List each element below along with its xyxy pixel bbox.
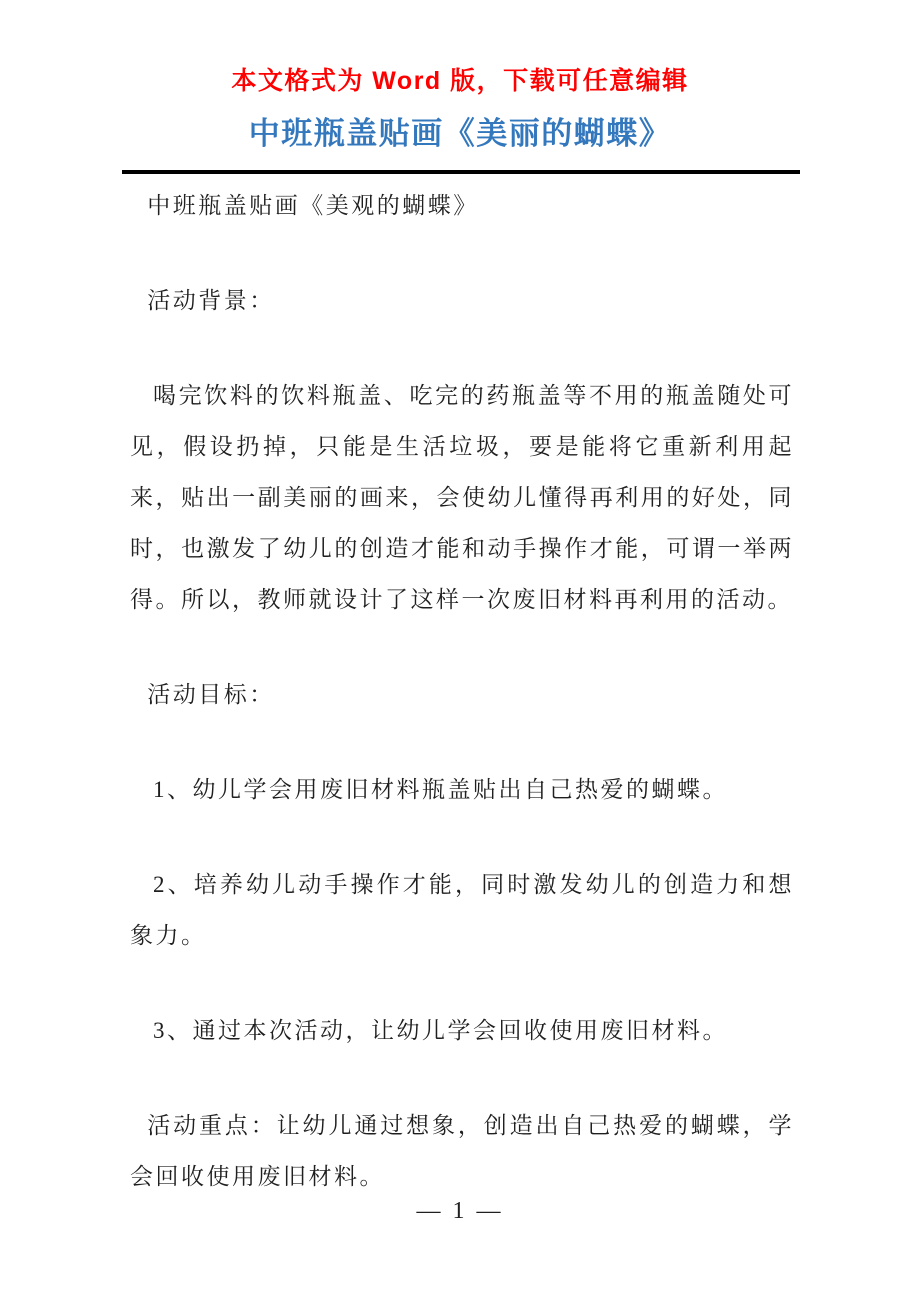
paragraph-key-point: 活动重点：让幼儿通过想象，创造出自己热爱的蝴蝶，学会回收使用废旧材料。 [130,1113,794,1189]
section-heading-background: 活动背景： [147,288,275,313]
title-divider [122,170,800,174]
section-heading-goals: 活动目标： [147,682,275,707]
page-title: 中班瓶盖贴画《美丽的蝴蝶》 [248,116,672,151]
list-item-goal-2: 2、培养幼儿动手操作才能，同时激发幼儿的创造力和想象力。 [130,872,794,948]
document-body [130,180,794,1202]
paragraph-background-text: 喝完饮料的饮料瓶盖、吃完的药瓶盖等不用的瓶盖随处可见，假设扔掉，只能是生活垃圾，要是能将它重新利用起来，贴出一副美丽的画来，会使幼儿懂得再利用的好处，同时，也激发了幼儿的创造才能和动手操作才能，可谓一举两得。所以，教师就设计了这样一次废旧材料再利用的活动。 [130,383,794,612]
format-notice: 本文格式为 Word 版，下载可任意编辑 [231,67,689,95]
list-item-goal-1: 1、幼儿学会用废旧材料瓶盖贴出自己热爱的蝴蝶。 [153,777,728,802]
list-item-goal-3: 3、通过本次活动，让幼儿学会回收使用废旧材料。 [153,1018,728,1043]
page-number: — 1 — [416,1198,504,1224]
paragraph-subtitle: 中班瓶盖贴画《美观的蝴蝶》 [147,193,479,218]
